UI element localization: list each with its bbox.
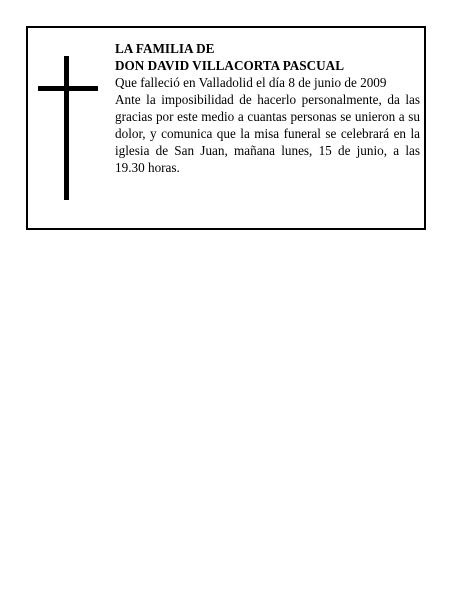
cross-icon <box>38 56 98 200</box>
notice-text <box>115 40 420 176</box>
cross-horizontal-bar <box>38 86 98 91</box>
notice-body: Ante la imposibilidad de hacerlo personalmente, da las gracias por este medio a cuantas personas se unieron a su dolor, y comunica que la misa funeral se celebrará en la iglesia de San Juan, mañana lunes, 15 de junio, a las 19.30 horas. <box>115 92 420 175</box>
notice-death-line: Que falleció en Valladolid el día 8 de junio de 2009 <box>115 75 387 90</box>
obituary-notice <box>26 26 426 230</box>
notice-heading-family: LA FAMILIA DE <box>115 41 215 56</box>
cross-vertical-bar <box>64 56 69 200</box>
notice-heading-deceased-name: DON DAVID VILLACORTA PASCUAL <box>115 58 345 73</box>
